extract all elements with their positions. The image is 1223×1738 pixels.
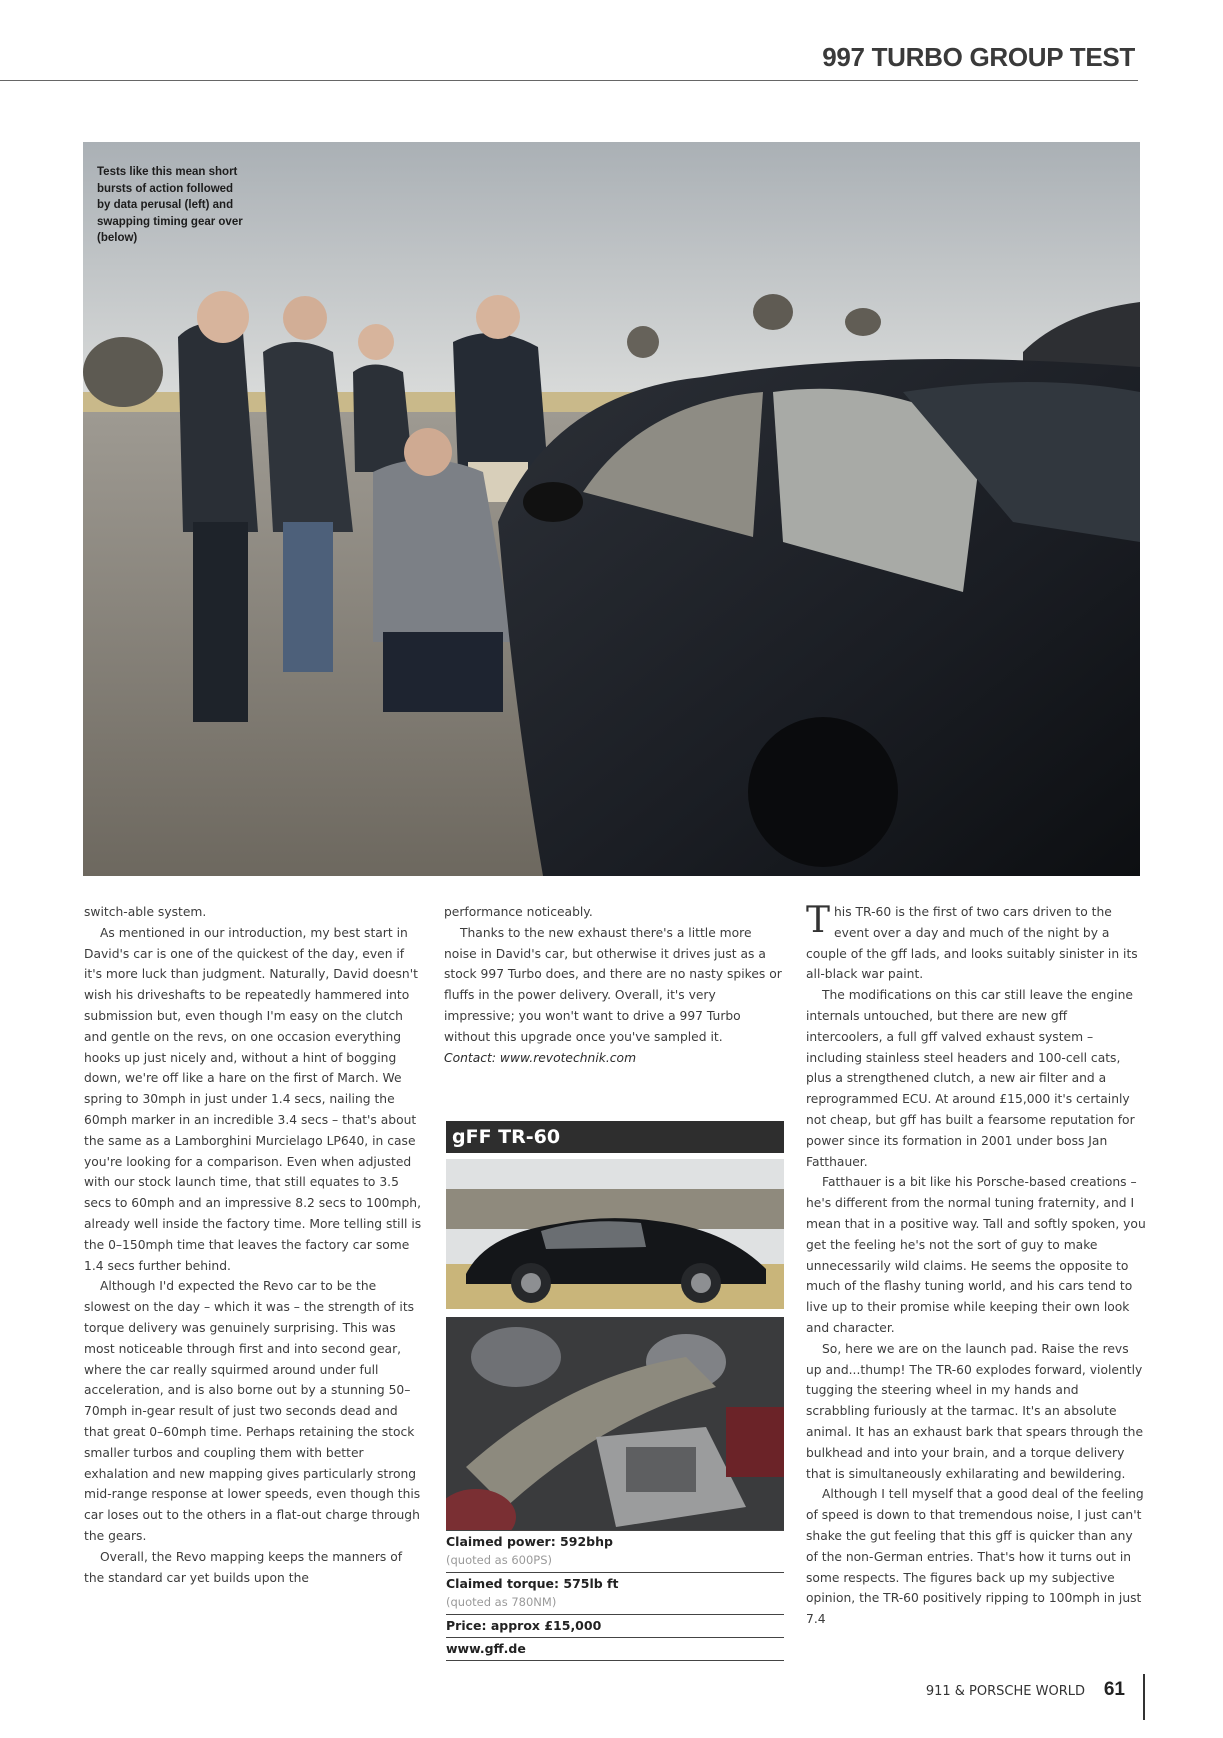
page-section-title: 997 TURBO GROUP TEST bbox=[822, 42, 1135, 72]
publication-name: 911 & PORSCHE WORLD bbox=[925, 1684, 1085, 1699]
paragraph: performance noticeably. bbox=[444, 905, 593, 919]
paragraph: The modifications on this car still leave the engine internals untouched, but there are new gff intercoolers, a full gff valved exhaust system – including stainless steel headers and 100-cell cats, plus a strengthened clutch, a new air filter and a reprogrammed ECU. At around £15,000 it's certainly not cheap, but gff has built a fearsome reputation for power since its formation in 2001 under boss Jan Fatthauer. bbox=[806, 988, 1135, 1169]
paragraph: Overall, the Revo mapping keeps the manners of the standard car yet builds upon the bbox=[84, 1549, 403, 1585]
paragraph: Although I tell myself that a good deal of the feeling of speed is down to that tremendous noise, I just can't shake the gut feeling that this gff is quicker than any of the non-German entries. That's how it turns out in some respects. The figures back up my subjective opinion, the TR-60 positively ripping to 100mph in just 7.4 bbox=[806, 1487, 1144, 1627]
article-column-2 bbox=[444, 902, 782, 1068]
claimed-power: Claimed power: 592bhp bbox=[446, 1534, 613, 1549]
spec-box bbox=[446, 1121, 784, 1656]
spec-box-title: gFF TR-60 bbox=[446, 1121, 784, 1153]
paragraph: switch-able system. bbox=[84, 905, 207, 919]
divider bbox=[446, 1614, 784, 1615]
divider bbox=[446, 1660, 784, 1661]
price: Price: approx £15,000 bbox=[446, 1618, 602, 1633]
paragraph: As mentioned in our introduction, my best start in David's car is one of the quickest of the day, even if it's more luck than judgment. Naturally, David doesn't wish his driveshafts to be repeatedly hammered into submission but, even though I'm easy on the clutch and gentle on the revs, on one occasion everything hooks up just nicely and, without a hint of bogging down, we're off like a hare on the first of March. We spring to 30mph in just under 1.4 secs, nailing the 60mph marker in an incredible 3.4 secs – that's about the same as a Lamborghini Murcielago LP640, in case you're looking for a comparison. Even when adjusted with our stock launch time, that still equates to 3.5 secs to 60mph and an impressive 8.2 secs to 100mph, already well inside the factory time. More telling still is the 0–150mph time that leaves the factory car some 1.4 secs further behind. bbox=[84, 925, 422, 1273]
article-column-3 bbox=[806, 902, 1146, 1630]
paragraph: Fatthauer is a bit like his Porsche-based creations – he's different from the normal tuning fraternity, and I mean that in a positive way. Tall and softly spoken, you get the feeling he's not the sort of guy to make unnecessarily wild claims. He seems the opposite to much of the flashy tuning world, and his cars tend to live up to their promise while keeping their own look and character. bbox=[806, 1175, 1146, 1335]
claimed-power-note: (quoted as 600PS) bbox=[446, 1553, 553, 1567]
paragraph-with-dropcap bbox=[806, 902, 1146, 985]
article-column-1 bbox=[84, 902, 422, 1588]
dropcap: T bbox=[806, 900, 831, 941]
paragraph-text: his TR-60 is the first of two cars driven to the event over a day and much of the night by a couple of the gff lads, and looks suitably sinister in its all-black war paint. bbox=[806, 905, 1138, 982]
claimed-torque-note: (quoted as 780NM) bbox=[446, 1595, 557, 1609]
divider bbox=[446, 1572, 784, 1573]
car-side-photo bbox=[446, 1159, 784, 1309]
main-photo bbox=[83, 142, 1140, 876]
divider bbox=[446, 1530, 784, 1531]
divider bbox=[446, 1637, 784, 1638]
page-number: 61 bbox=[1103, 1679, 1125, 1700]
engine-bay-photo bbox=[446, 1317, 784, 1531]
claimed-torque: Claimed torque: 575lb ft bbox=[446, 1576, 619, 1591]
paragraph: So, here we are on the launch pad. Raise the revs up and...thump! The TR-60 explodes forward, violently tugging the steering wheel in my hands and scrabbling furiously at the tarmac. It's an absolute animal. It has an exhaust bark that spears through the bulkhead and into your brain, and a torque delivery that is simultaneously exhilarating and bewildering. bbox=[806, 1341, 1144, 1481]
header-rule bbox=[0, 80, 1138, 81]
website-link[interactable]: www.gff.de bbox=[446, 1641, 526, 1656]
contact-line: Contact: www.revotechnik.com bbox=[444, 1050, 637, 1065]
photo-caption: Tests like this mean short bursts of action followed by data perusal (left) and swapping timing gear over (below) bbox=[97, 166, 243, 244]
paragraph: Although I'd expected the Revo car to be the slowest on the day – which it was – the strength of its torque delivery was genuinely surprising. This was most noticeable through first and into second gear, where the car really squirmed around under full acceleration, and is also borne out by a stunning 50–70mph in-gear result of just two seconds dead and that great 0–60mph time. Perhaps retaining the stock smaller turbos and coupling them with better exhalation and new mapping gives particularly strong mid-range response at lower speeds, even though this car loses out to the others in a flat-out charge through the gears. bbox=[84, 1279, 421, 1543]
group-test-photo bbox=[83, 142, 1140, 876]
paragraph: Thanks to the new exhaust there's a little more noise in David's car, but otherwise it drives just as a stock 997 Turbo does, and there are no nasty spikes or fluffs in the power delivery. Overall, it's very impressive; you won't want to drive a 997 Turbo without this upgrade once you've sampled it. bbox=[444, 925, 782, 1044]
footer-bar bbox=[1143, 1674, 1145, 1720]
